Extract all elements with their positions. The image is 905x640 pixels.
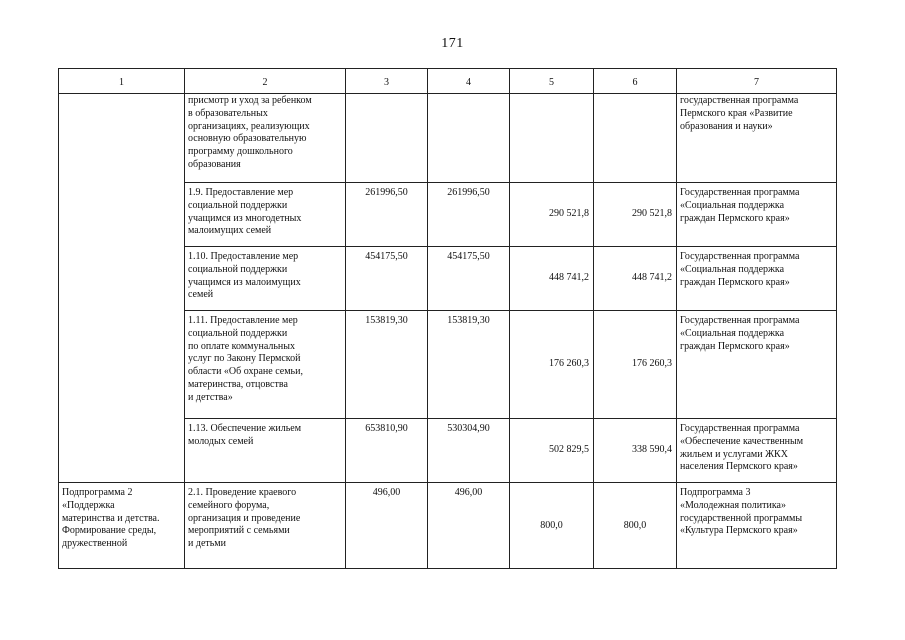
value-cell-5: 290 521,8 — [510, 183, 594, 247]
program-cell: Государственная программа «Социальная поддержка граждан Пермского края» — [677, 183, 837, 247]
program-cell: Подпрограмма 3 «Молодежная политика» государственной программы «Культура Пермского края» — [677, 483, 837, 569]
value-cell-4: 454175,50 — [428, 247, 510, 311]
value-cell-4: 496,00 — [428, 483, 510, 569]
page-number: 171 — [441, 36, 464, 51]
value-cell-4: 261996,50 — [428, 183, 510, 247]
header-cell-4: 4 — [428, 69, 510, 94]
value-cell-5: 448 741,2 — [510, 247, 594, 311]
value-cell-3: 454175,50 — [346, 247, 428, 311]
value-cell-3: 261996,50 — [346, 183, 428, 247]
value-cell-3: 496,00 — [346, 483, 428, 569]
program-cell: Государственная программа «Обеспечение качественным жильем и услугами ЖКХ населения Пермского края» — [677, 419, 837, 483]
header-cell-3: 3 — [346, 69, 428, 94]
program-cell: Государственная программа «Социальная поддержка граждан Пермского края» — [677, 311, 837, 419]
value-cell-6 — [594, 94, 677, 183]
value-cell-6: 176 260,3 — [594, 311, 677, 419]
program-cell: государственная программа Пермского края «Развитие образования и науки» — [677, 94, 837, 183]
activity-cell: 1.10. Предоставление мер социальной поддержки учащимся из малоимущих семей — [185, 247, 346, 311]
header-cell-1: 1 — [59, 69, 185, 94]
value-cell-5: 502 829,5 — [510, 419, 594, 483]
activity-cell: 1.11. Предоставление мер социальной поддержки по оплате коммунальных услуг по Закону Пермской области «Об охране семьи, материнства, отцовства и детства» — [185, 311, 346, 419]
value-cell-5: 176 260,3 — [510, 311, 594, 419]
value-cell-4: 153819,30 — [428, 311, 510, 419]
header-cell-6: 6 — [594, 69, 677, 94]
value-cell-6: 290 521,8 — [594, 183, 677, 247]
header-row — [59, 69, 837, 94]
subprogram-cell — [59, 94, 185, 483]
program-cell: Государственная программа «Социальная поддержка граждан Пермского края» — [677, 247, 837, 311]
budget-table — [58, 68, 837, 569]
header-cell-2: 2 — [185, 69, 346, 94]
header-cell-7: 7 — [677, 69, 837, 94]
value-cell-4: 530304,90 — [428, 419, 510, 483]
value-cell-5 — [510, 94, 594, 183]
value-cell-3 — [346, 94, 428, 183]
value-cell-4 — [428, 94, 510, 183]
activity-cell: 2.1. Проведение краевого семейного форума, организация и проведение мероприятий с семьями и детьми — [185, 483, 346, 569]
activity-cell: 1.13. Обеспечение жильем молодых семей — [185, 419, 346, 483]
table-row — [59, 94, 837, 183]
value-cell-3: 653810,90 — [346, 419, 428, 483]
activity-cell: присмотр и уход за ребенком в образовательных организациях, реализующих основную образовательную программу дошкольного образования — [185, 94, 346, 183]
activity-cell: 1.9. Предоставление мер социальной поддержки учащимся из многодетных малоимущих семей — [185, 183, 346, 247]
table-row — [59, 483, 837, 569]
header-cell-5: 5 — [510, 69, 594, 94]
subprogram-cell: Подпрограмма 2 «Поддержка материнства и детства. Формирование среды, дружественной — [59, 483, 185, 569]
value-cell-6: 338 590,4 — [594, 419, 677, 483]
value-cell-6: 800,0 — [594, 483, 677, 569]
value-cell-5: 800,0 — [510, 483, 594, 569]
value-cell-3: 153819,30 — [346, 311, 428, 419]
value-cell-6: 448 741,2 — [594, 247, 677, 311]
